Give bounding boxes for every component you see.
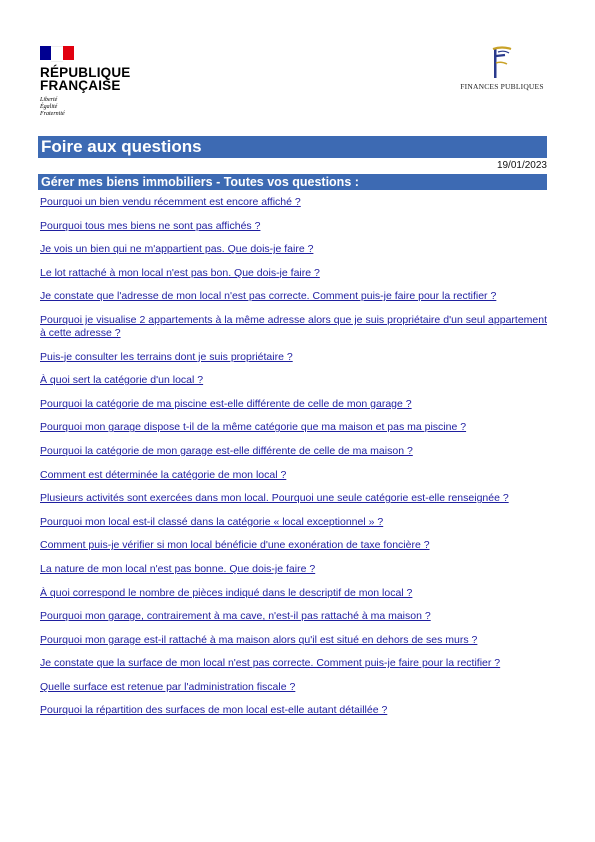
- faq-link[interactable]: Pourquoi mon garage dispose t-il de la même catégorie que ma maison et pas ma piscine ?: [40, 421, 467, 434]
- republique-francaise-logo: [40, 46, 150, 118]
- faq-link[interactable]: Je vois un bien qui ne m'appartient pas. Que dois-je faire ?: [40, 243, 314, 256]
- faq-link[interactable]: Je constate que l'adresse de mon local n'est pas correcte. Comment puis-je faire pour la rectifier ?: [40, 290, 497, 303]
- page-title: Foire aux questions: [38, 136, 547, 158]
- motto-liberte: Liberté: [40, 97, 58, 103]
- faq-link[interactable]: Le lot rattaché à mon local n'est pas bon. Que dois-je faire ?: [40, 266, 320, 279]
- document-date: 19/01/2023: [496, 160, 547, 171]
- flag-red-band: [63, 46, 74, 60]
- finances-publiques-emblem-icon: [487, 46, 517, 80]
- flag-white-band: [51, 46, 62, 62]
- document-header: [0, 0, 595, 130]
- finances-publiques-label: FINANCES PUBLIQUES: [460, 82, 544, 91]
- faq-link[interactable]: Pourquoi la catégorie de ma piscine est-elle différente de celle de mon garage ?: [40, 397, 412, 410]
- faq-link[interactable]: Quelle surface est retenue par l'administration fiscale ?: [40, 680, 296, 693]
- faq-link[interactable]: La nature de mon local n'est pas bonne. Que dois-je faire ?: [40, 562, 316, 575]
- faq-link[interactable]: Pourquoi je visualise 2 appartements à la même adresse alors que je suis propriétaire d'un seul appartement à cette adresse ?: [40, 313, 547, 339]
- faq-link[interactable]: Plusieurs activités sont exercées dans mon local. Pourquoi une seule catégorie est-elle renseignée ?: [40, 492, 509, 505]
- faq-link[interactable]: Je constate que la surface de mon local n'est pas correcte. Comment puis-je faire pour la rectifier ?: [40, 657, 501, 670]
- faq-link[interactable]: Pourquoi mon garage, contrairement à ma cave, n'est-il pas rattaché à ma maison ?: [40, 610, 431, 623]
- finances-publiques-logo: [450, 46, 554, 91]
- faq-link[interactable]: À quoi sert la catégorie d'un local ?: [40, 374, 204, 387]
- faq-link[interactable]: Pourquoi la catégorie de mon garage est-elle différente de celle de ma maison ?: [40, 444, 413, 457]
- faq-link[interactable]: Pourquoi tous mes biens ne sont pas affichés ?: [40, 219, 261, 232]
- french-flag-icon: [40, 46, 74, 60]
- faq-link[interactable]: Comment puis-je vérifier si mon local bénéficie d'une exonération de taxe foncière ?: [40, 539, 430, 552]
- faq-link[interactable]: Pourquoi mon local est-il classé dans la catégorie « local exceptionnel » ?: [40, 515, 384, 528]
- faq-link[interactable]: Comment est déterminée la catégorie de mon local ?: [40, 468, 287, 481]
- motto-egalite: Égalité: [40, 104, 58, 110]
- section-title: Gérer mes biens immobiliers - Toutes vos questions :: [38, 174, 547, 190]
- motto-fraternite: Fraternité: [40, 111, 65, 117]
- republic-line-1: RÉPUBLIQUE: [40, 65, 131, 80]
- faq-link[interactable]: À quoi correspond le nombre de pièces indiqué dans le descriptif de mon local ?: [40, 586, 413, 599]
- republic-line-2: FRANÇAISE: [40, 78, 121, 93]
- faq-link[interactable]: Pourquoi mon garage est-il rattaché à ma maison alors qu'il est situé en dehors de ses murs ?: [40, 633, 478, 646]
- faq-link[interactable]: Pourquoi un bien vendu récemment est encore affiché ?: [40, 196, 301, 208]
- flag-blue-band: [40, 46, 51, 60]
- faq-list: [40, 196, 547, 728]
- faq-link[interactable]: Puis-je consulter les terrains dont je suis propriétaire ?: [40, 350, 293, 363]
- faq-link[interactable]: Pourquoi la répartition des surfaces de mon local est-elle autant détaillée ?: [40, 704, 388, 717]
